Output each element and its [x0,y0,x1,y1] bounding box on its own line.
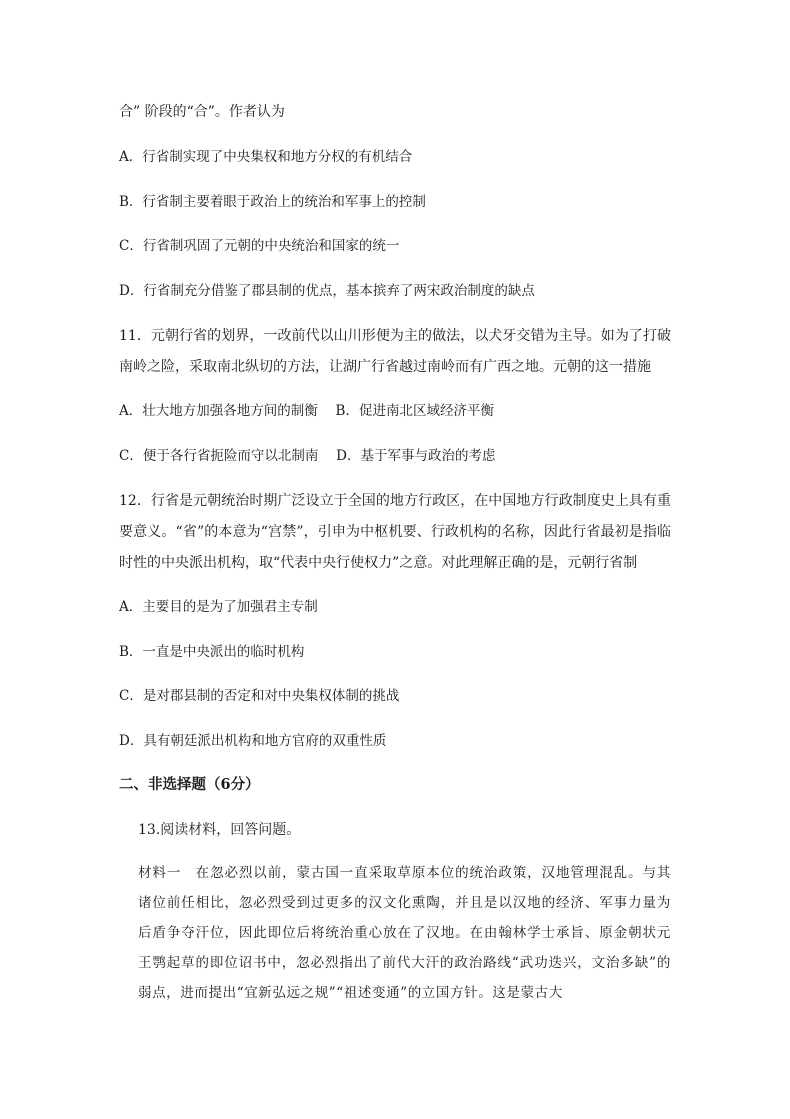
q11-stem: 11．元朝行省的划界，一改前代以山川形便为主的做法，以犬牙交错为主导。如为了打破南岭之险，采取南北纵切的方法，让湖广行省越过南岭而有广西之地。元朝的这一措施 [119,328,671,375]
q13-prompt: 13.阅读材料，回答问题。 [138,822,301,838]
q12-stem: 12．行省是元朝统治时期广泛设立于全国的地方行政区，在中国地方行政制度史上具有重要意义。“省”的本意为“宫禁”，引申为中枢机要、行政机构的名称，因此行省最初是指临时性的中央派出机构，取“代表中央行使权力”之意。对此理解正确的是，元朝行省制 [119,493,671,571]
q11-options-row2: C．便于各行省扼险而守以北制南 D．基于军事与政治的考虑 [119,448,496,464]
q10-option-a: A．行省制实现了中央集权和地方分权的有机结合 [119,149,413,165]
q10-option-c: C．行省制巩固了元朝的中央统治和国家的统一 [119,238,400,254]
q10-option-b: B．行省制主要着眼于政治上的统治和军事上的控制 [119,194,426,210]
q10-stem-tail: 合” 阶段的“合”。作者认为 [119,104,285,120]
section-heading: 二、非选择题（6分） [119,776,260,793]
q12-option-b: B．一直是中央派出的临时机构 [119,644,305,660]
q12-option-d: D．具有朝廷派出机构和地方官府的双重性质 [119,733,387,749]
q11-options-row1: A．壮大地方加强各地方间的制衡 B．促进南北区域经济平衡 [119,403,494,419]
q10-option-d: D．行省制充分借鉴了郡县制的优点，基本摈弃了两宋政治制度的缺点 [119,283,535,299]
q12-option-a: A．主要目的是为了加强君主专制 [119,599,318,615]
q12-option-c: C．是对郡县制的否定和对中央集权体制的挑战 [119,688,400,704]
material-one: 材料一 在忽必烈以前，蒙古国一直采取草原本位的统治政策，汉地管理混乱。与其诸位前任相比，忽必烈受到过更多的汉文化熏陶，并且是以汉地的经济、军事力量为后盾争夺汗位，因此即位后将统治重心放在了汉地。在由翰林学士承旨、原金朝状元王鹗起草的即位诏书中，忽必烈指出了前代大汗的政治路线“武功迭兴，文治多缺”的弱点，进而提出“宜新弘远之规”“祖述变通”的立国方针。这是蒙古大 [138,865,671,1001]
